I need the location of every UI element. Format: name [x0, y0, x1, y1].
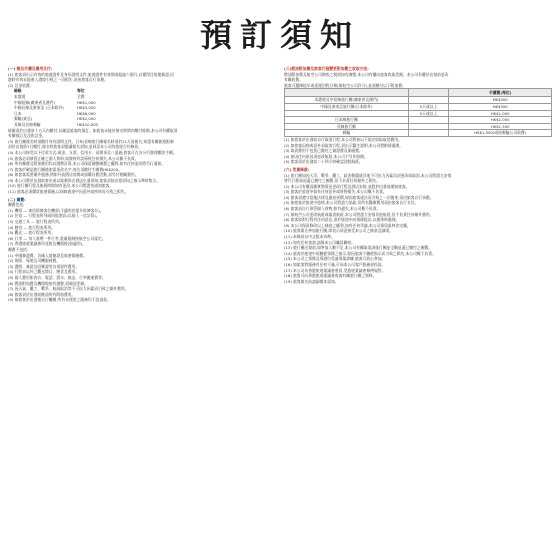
registration-line: (11) 旅客必須購買旅遊保險,以保障旅途中因意外或疾病而引致之損失。: [8, 189, 129, 195]
disclaimer-line: (4) 旅客須遵守當地法律及風俗習慣,如因旅客違法而引致之一切後果,須由旅客自行承擔。: [284, 194, 434, 200]
surcharge-line: (3) 取消費用不包括已繳付之簽證費及保險費。: [284, 148, 363, 154]
fees-line: (7) 香港旅遊業議會印花稅及機場稅(如適用)。: [8, 241, 86, 247]
disclaimer-line: 替代行程或退還已繳付之團費,但不負責任何額外之損失。: [284, 178, 381, 184]
deposit-amount: HK$2,000: [77, 116, 96, 122]
deposit-amount: HK$3,000: [77, 105, 96, 111]
registration-line: (4) 本公司接受以下付款方式:現金、支票、信用卡、易辦事及八達通;旅客可在各分行辦理繳款手續。: [8, 149, 177, 155]
deposit-route: 中國短線(廣東省及澳門): [14, 99, 55, 105]
disclaimer-line: (17) 本公司為香港旅遊業議會會員,受旅遊業議會條例規管。: [284, 267, 386, 273]
fee-col-charge: 手續費(每位): [449, 89, 552, 97]
registration-intro-line: (2) 訂金收費:: [8, 82, 32, 88]
section-surcharge-title: (三)燃油附加費及旅客行程變更附加費之收取方法:: [284, 66, 369, 71]
fees-line: (5) 個人費用如洗衣、電話、酒水、飲品、行李搬運費等。: [8, 274, 106, 280]
fees-line: (6) 燃油附加費及機場稅如有調整,須補回差額。: [8, 280, 88, 286]
fees-line: (2) 住宿 — 行程表所列或同級酒店(以兩人一房計算)。: [8, 213, 100, 219]
registration-line: (8) 如旅客需要額外服務,例如升級酒店房間或加購自費活動,須另付相關費用。: [8, 172, 139, 178]
fees-line: (6) 行李 — 每人准帶一件行李,重量限制按航空公司規定。: [8, 235, 106, 241]
disclaimer-line: (3) 旅客於旅途中如有任何意外或財物損失,本公司概不負責。: [284, 189, 387, 195]
disclaimer-line: (5) 如旅客於旅途中患病,本公司將盡力協助,但所有醫療費用須由旅客自行支付。: [284, 200, 419, 206]
disclaimer-line: (13) 旅行團出發前,如參加人數不足,本公司有權取消該旅行團並全數退還已繳付之團費。: [284, 245, 433, 251]
deposit-route: 長線及長線郵輪: [14, 121, 41, 127]
table-row: [285, 110, 552, 117]
deposit-header-amount: 每位: [77, 88, 85, 94]
fees-line: (5) 觀光 — 旅行程表所列。: [8, 230, 55, 236]
registration-line: (9) 本公司將於出發前寄出或以電郵形式發送出發須知,旅客須按出發須知之指示準時集合。: [8, 177, 161, 183]
disclaimer-line: (14) 旅客於旅途中須聽從領隊之指示,如因旅客不聽從指示而引致之損失,本公司概不負責。: [284, 250, 436, 256]
registration-line: (6) 所有團費及附加費用均以港幣計算,本公司保留調整團費之權利,如有任何更改將另行通知。: [8, 161, 166, 167]
fee-route: 郵輪: [285, 130, 409, 137]
fee-charge: HK$1,500: [449, 123, 552, 130]
fee-charge: HK$500: [449, 103, 552, 110]
disclaimer-line: (19) 旅客報名前請細閱本須知。: [284, 278, 339, 284]
deposit-amount: HK$6,000: [77, 110, 96, 116]
fee-col-route: [285, 89, 409, 97]
fee-table-header: [285, 89, 552, 97]
disclaimer-line: (2) 本公司有權因應實際情況更改行程及酒店安排,並將於出發前通知旅客。: [284, 183, 410, 189]
fee-days: [408, 97, 449, 104]
fee-days: [408, 130, 449, 137]
fees-line: (9) 如旅客於出發後自行離團,所有未使用之服務均不設退款。: [8, 297, 111, 303]
table-row: [285, 97, 552, 104]
fee-charge: HK$500: [449, 97, 552, 104]
deposit-amount: HK$10,000: [77, 121, 99, 127]
fees-line: 團費包括:: [8, 202, 25, 208]
registration-line: (3) 旅行團報名時須繳付身份證明文件。日本/長線旅行團報名時須於21天前報名,知悉有關旅遊限制: [8, 138, 174, 144]
fees-line: (1) 中國簽證費、各國入境簽證及旅遊保險費。: [8, 252, 87, 258]
surcharge-line: (5) 旅客須於出發前二十四小時確認回程航班。: [284, 159, 363, 165]
table-row: [285, 117, 552, 124]
disclaimer-line: (15) 本公司之領隊及導遊均受過專業訓練,旅客可放心參加。: [284, 256, 386, 262]
fees-line: 團費不包括:: [8, 247, 29, 252]
deposit-header-route: 線路: [14, 88, 22, 94]
fee-route: 本港遊及中短線旅行團(廣東省及澳門): [285, 97, 409, 104]
fee-charge: HK$1,000: [449, 110, 552, 117]
fees-line: (2) 領隊、導遊及司機服務費。: [8, 258, 61, 264]
disclaimer-line: (18) 旅客可向香港旅遊業議會查詢有關旅行團之資料。: [284, 273, 377, 279]
table-row: [285, 130, 552, 137]
fee-days: 5天或以上: [408, 103, 449, 110]
table-row: [285, 103, 552, 110]
surcharge-intro-line: 有關收費。: [284, 77, 303, 83]
registration-line: (10) 旅行團行程及航班時間如有更改,本公司將盡快通知旅客。: [8, 183, 114, 189]
table-row: [285, 123, 552, 130]
section-disclaimer-title: (六) 免責條款:: [284, 166, 310, 172]
disclaimer-line: (12) 如有任何查詢,請與本公司職員聯絡。: [284, 239, 355, 245]
right-column: [284, 66, 552, 284]
registration-line: (7) 旅客於確認旅行團後如需更改名字,每位須繳付手續費HK$200。: [8, 166, 122, 172]
surcharge-line: (1) 如旅客於出發前自行取消行程,本公司將按以下規定收取取消費用。: [284, 136, 402, 142]
fee-days: 5天或以上: [408, 110, 449, 117]
fee-route: 長線旅行團: [285, 123, 409, 130]
page-title: 預訂須知: [199, 16, 360, 54]
deposit-route: 日本: [14, 110, 22, 116]
fees-line: (1) 機票 — 來回經濟客位機票(不適用於提升經濟客位)。: [8, 207, 104, 213]
disclaimer-line: (8) 旅客如對行程有任何意見,須於旅途中向領隊提出,以便即時處理。: [284, 217, 400, 223]
left-column: [8, 66, 276, 303]
registration-line: (5) 旅客必須填寫正確之個人資料,如資料有誤導致任何損失,本公司概不負責。: [8, 155, 139, 161]
disclaimer-line: (6) 旅客須自行保管個人財物,如有遺失,本公司概不負責。: [284, 206, 381, 212]
fees-line: (7) 因天氣、罷工、戰爭、航班取消等不可抗力因素而引致之額外費用。: [8, 286, 129, 292]
deposit-list: [8, 88, 134, 127]
surcharge-intro-line: 旅客可選擇提早或延遲回程日期(如航空公司許可),並須繳付以下附加費:: [284, 82, 404, 88]
surcharge-line: (2) 如旅客因病或意外須取消行程,須出示醫生證明,本公司將酌情處理。: [284, 142, 404, 148]
surcharge-intro: [284, 72, 552, 89]
fee-days: [408, 117, 449, 124]
deposit-route: 郵輪(東亞): [14, 116, 33, 122]
registration-intro-line: (1) 旅客須出示有效的旅遊證件及身份證明文件,旅遊證件有效期須超過六個月,以獲得目的地簽證,回: [8, 71, 174, 77]
registration-intro-line: 港時有效未能進入港境引致之一切損失,須由旅客自行承擔。: [8, 77, 108, 83]
disclaimer-line: (16) 如旅客對服務有任何不滿,可向本公司客戶服務部投訴。: [284, 262, 386, 267]
fee-table: [284, 88, 552, 137]
surcharge-body: [284, 137, 552, 165]
registration-intro: [8, 72, 276, 89]
disclaimer-line: (10) 旅客報名參加旅行團,即表示同意接受本公司之條款及細則。: [284, 228, 393, 234]
deposit-route: 本港遊: [14, 93, 26, 99]
deposit-amount: HK$1,000: [77, 99, 96, 105]
registration-line: 餘額須於出發前十五天內繳付,以確認旅客的預訂。如旅客未能於指定時間內繳付餘額,本公司有權取消: [8, 127, 178, 133]
fee-route: 日本線旅行團: [285, 117, 409, 124]
fee-col-days: [408, 89, 449, 97]
disclaimer-line: (11) 本條款以中文版本為準。: [284, 234, 335, 240]
fee-charge: HK$1,000(或按郵輪公司收費): [449, 130, 552, 137]
fees-line: (4) 行程表以外之觀光節目、膳食及費用。: [8, 269, 80, 275]
deposit-route: 中國長線及東南亞 (日本除外): [14, 105, 64, 111]
registration-body: [8, 128, 276, 195]
fees-line: (8) 旅客須於出發前繳清所有附加費用。: [8, 291, 76, 297]
disclaimer-line: (7) 如航空公司更改航班或取消航班,本公司將盡力安排其他航班,但不負責任何額外費用。: [284, 211, 434, 217]
registration-line: 有關預訂及沒收訂金。: [8, 133, 46, 139]
disclaimer-line: (1) 旅行團如因天災、戰爭、罷工、政治動盪或其他不可抗力因素而須更改或取消,本公司將盡力安排: [284, 172, 452, 178]
fee-days: [408, 123, 449, 130]
fee-route: 中國及東南亞旅行團(日本除外): [285, 103, 409, 110]
fee-charge: HK$1,000: [449, 117, 552, 124]
fees-line: (3) 交通工具 — 旅行程表所列。: [8, 219, 63, 225]
deposit-amount: 全費: [77, 93, 85, 99]
fees-line: (4) 膳食 — 旅行程表所列。: [8, 224, 55, 230]
section-registration-title: (一) 報名手續及費用支付:: [8, 66, 53, 71]
header: [0, 0, 560, 60]
registration-line: 須於出發前7日繳付,報名時旅客須閱讀報名須知,並同意本公司的旅遊合約條款。: [8, 144, 142, 150]
surcharge-line: (4) 如因任何原因須更改航班,本公司不另作賠償。: [284, 153, 368, 159]
fees-line: (3) 護照、簽證及回鄉證等各項證件費用。: [8, 263, 80, 269]
fees-body: [8, 202, 276, 303]
surcharge-intro-line: 燃油附加費及航空公司徵收之稅項如有調整,本公司有權向旅客收取差額。本公司有權於出發前更改: [284, 71, 449, 77]
fee-route: [285, 110, 409, 117]
disclaimer-line: (9) 本公司保留修改以上條款之權利,如有任何爭議,本公司保留最終決定權。: [284, 222, 411, 228]
section-fees-title: (二) 團費:: [8, 196, 26, 202]
disclaimer-body: [284, 173, 552, 285]
